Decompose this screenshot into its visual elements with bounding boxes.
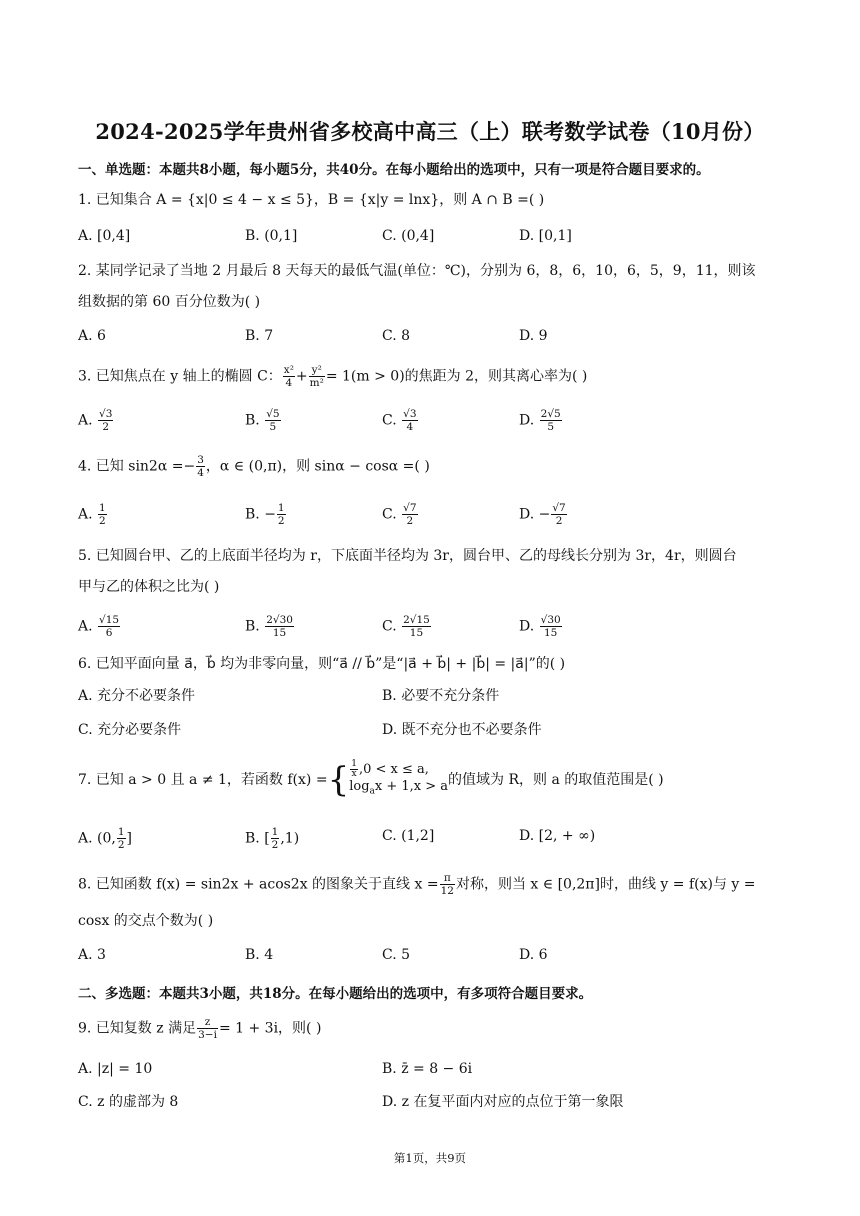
q5-option-c[interactable]: C. $\frac{2√15}{15}$: [382, 614, 430, 639]
q6-option-c[interactable]: C. 充分必要条件: [78, 722, 182, 738]
q4-stem-end: ，α ∈ (0,π)，则 sinα − cosα =( ): [205, 458, 430, 475]
q9-option-a[interactable]: A. |z| = 10: [78, 1061, 153, 1077]
q3-option-a[interactable]: A. $\frac{√3}{2}$: [78, 408, 113, 433]
q2-option-c[interactable]: C. 8: [382, 328, 411, 344]
question-6-stem: 6. 已知平面向量 a⃗，b⃗ 均为非零向量，则“a⃗ // b⃗”是“|a⃗ + b⃗| + |b⃗| = |a⃗|”的( ): [78, 656, 566, 672]
q4-option-b[interactable]: B. − $\frac{1}{2}$: [245, 502, 285, 527]
question-8-stem-line1: 8. 已知函数 f(x) = sin2x + acos2x 的图象关于直线 x = $\frac{\pi}{12}$ 对称，则当 x ∈ [0,2π]时，曲线 y = f(x)与 y =: [78, 872, 756, 897]
q7-stem-end: 的值域为 R，则 a 的取值范围是( ): [448, 771, 664, 788]
question-3-stem: 3. 已知焦点在 y 轴上的椭圆 C： $\frac{\text{x²}}{4}$ + $\frac{\text{y²}}{\text{m²}}$ = 1(m > 0)的焦距为 2，则其离心率为( ): [78, 364, 588, 389]
question-5-stem-line2: 甲与乙的体积之比为( ): [78, 579, 220, 595]
q7-stem-start: 7. 已知 a > 0 且 a ≠ 1，若函数 f(x) =: [78, 771, 328, 788]
q4-option-a[interactable]: A. $\frac{1}{2}$: [78, 502, 106, 527]
question-7-stem: [78, 760, 664, 800]
q7-piece-2-log: log: [349, 779, 370, 794]
q3-option-c[interactable]: C. $\frac{√3}{4}$: [382, 408, 417, 433]
page-title: 2024-2025学年贵州省多校高中高三（上）联考数学试卷（10月份）: [95, 119, 765, 144]
q3-frac-x: $\frac{\text{x²}}{4}$: [283, 364, 294, 389]
q6-option-b[interactable]: B. 必要不充分条件: [382, 688, 500, 704]
question-8-stem-line2: cosx 的交点个数为( ): [78, 913, 214, 929]
q1-option-c[interactable]: C. (0,4]: [382, 228, 435, 244]
q7-option-a[interactable]: A. (0, $\frac{1}{2}$ ]: [78, 826, 132, 851]
q9-option-b[interactable]: B. z̄ = 8 − 6i: [382, 1061, 473, 1077]
q3-stem-start: 3. 已知焦点在 y 轴上的椭圆 C：: [78, 368, 282, 385]
question-4-stem: 4. 已知 sin2α =− $\frac{3}{4}$ ，α ∈ (0,π)，则 sinα − cosα =( ): [78, 454, 430, 479]
q1-option-a[interactable]: A. [0,4]: [78, 228, 131, 244]
q2-option-d[interactable]: D. 9: [519, 328, 548, 344]
q7-piece-1: ,0 < x ≤ a,: [358, 762, 429, 777]
question-9-stem: 9. 已知复数 z 满足 $\frac{z}{3-i}$ = 1 + 3i，则( ): [78, 1016, 322, 1041]
q8-option-b[interactable]: B. 4: [245, 947, 274, 963]
q8-option-a[interactable]: A. 3: [78, 947, 106, 963]
question-2-stem-line1: 2. 某同学记录了当地 2 月最后 8 天每天的最低气温(单位：℃)，分别为 6，8，6，10，6，5，9，11，则该: [78, 263, 756, 279]
q7-option-c[interactable]: C. (1,2]: [382, 828, 435, 844]
q6-option-a[interactable]: A. 充分不必要条件: [78, 688, 196, 704]
q7-option-d[interactable]: D. [2, + ∞): [519, 828, 596, 844]
q3-option-d[interactable]: D. $\frac{2√5}{5}$: [519, 408, 561, 433]
q7-piecewise: $\frac{1}{x}$ ,0 < x ≤ a, $\log_ax + 1,x > a$: [349, 759, 449, 797]
q6-option-d[interactable]: D. 既不充分也不必要条件: [382, 722, 542, 738]
question-5-stem-line1: 5. 已知圆台甲、乙的上底面半径均为 r，下底面半径均为 3r，圆台甲、乙的母线长分别为 3r，4r，则圆台: [78, 548, 737, 564]
q3-stem-end: 的焦距为 2，则其离心率为( ): [404, 368, 588, 385]
q3-frac-y: $\frac{\text{y²}}{\text{m²}}$: [309, 364, 324, 389]
q8-stem-mid: 对称，则当 x ∈ [0,2π]时，曲线 y = f(x)与 y =: [455, 876, 756, 893]
q9-stem-start: 9. 已知复数 z 满足: [78, 1020, 197, 1037]
q1-option-d[interactable]: D. [0,1]: [519, 228, 572, 244]
q7-option-b[interactable]: B. [ $\frac{1}{2}$ ,1): [245, 826, 300, 851]
q9-option-c[interactable]: C. z 的虚部为 8: [78, 1094, 179, 1110]
q1-option-b[interactable]: B. (0,1]: [245, 228, 298, 244]
section-heading-multi-choice: 二、多选题：本题共3小题，共18分。在每小题给出的选项中，有多项符合题目要求。: [78, 986, 593, 1002]
q5-option-b[interactable]: B. $\frac{2√30}{15}$: [245, 614, 293, 639]
question-2-stem-line2: 组数据的第 60 百分位数为( ): [78, 294, 261, 310]
q4-stem-start: 4. 已知 sin2α =−: [78, 458, 196, 475]
q3-option-b[interactable]: B. $\frac{√5}{5}$: [245, 408, 280, 433]
q4-option-c[interactable]: C. $\frac{√7}{2}$: [382, 502, 417, 527]
q2-option-a[interactable]: A. 6: [78, 328, 106, 344]
q9-stem-end: = 1 + 3i，则( ): [218, 1020, 322, 1037]
q4-option-d[interactable]: D. − $\frac{√7}{2}$: [519, 502, 566, 527]
question-1-stem: 1. 已知集合 A = {x|0 ≤ 4 − x ≤ 5}，B = {x|y = lnx}，则 A ∩ B =( ): [78, 192, 545, 208]
q9-option-d[interactable]: D. z 在复平面内对应的点位于第一象限: [382, 1094, 624, 1110]
q7-brace: {: [327, 759, 350, 800]
page-footer: 第1页，共9页: [393, 1151, 467, 1165]
q7-piece-2: x + 1,x > a: [374, 779, 449, 794]
q5-option-d[interactable]: D. $\frac{√30}{15}$: [519, 614, 561, 639]
q5-option-a[interactable]: A. $\frac{√15}{6}$: [78, 614, 120, 639]
q8-option-c[interactable]: C. 5: [382, 947, 411, 963]
q8-option-d[interactable]: D. 6: [519, 947, 548, 963]
q8-stem-start: 8. 已知函数 f(x) = sin2x + acos2x 的图象关于直线 x =: [78, 876, 439, 893]
section-heading-single-choice: 一、单选题：本题共8小题，每小题5分，共40分。在每小题给出的选项中，只有一项是符合题目要求的。: [78, 162, 710, 178]
q2-option-b[interactable]: B. 7: [245, 328, 274, 344]
